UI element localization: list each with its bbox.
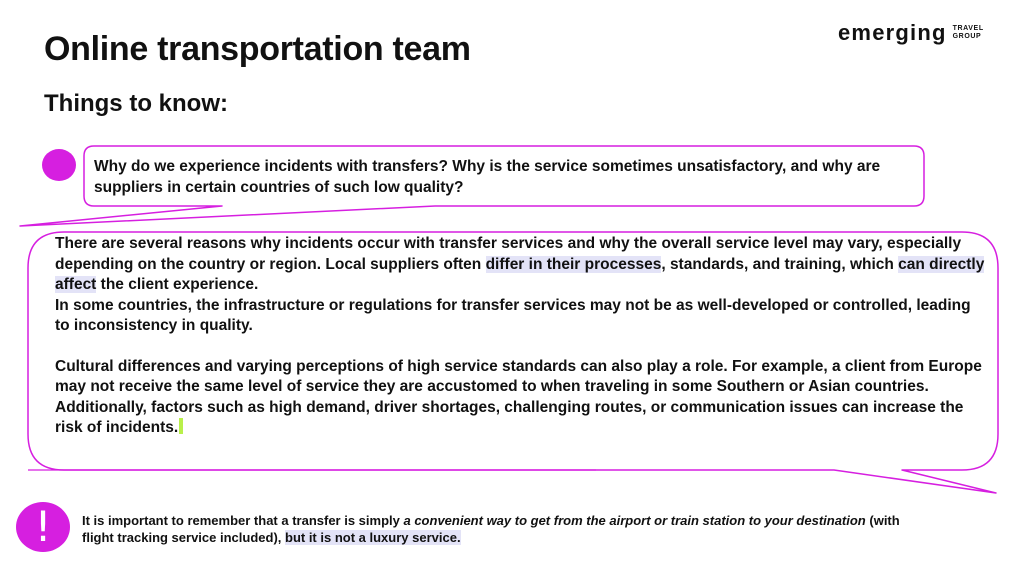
answer-p1-b: , standards, and training, which	[661, 255, 899, 273]
answer-paragraph-1	[55, 234, 985, 296]
note-part2: (with flight tracking service included),	[82, 513, 900, 545]
paragraph-spacer	[55, 337, 985, 357]
answer-paragraph-4	[55, 398, 985, 439]
question-marker-dot	[42, 149, 76, 181]
exclamation-icon: !	[16, 502, 70, 552]
answer-p4-text: Additionally, factors such as high demand, driver shortages, challenging routes, or communication issues can increase the risk of incidents.	[55, 398, 964, 436]
note-part1: It is important to remember that a transfer is simply	[82, 513, 404, 528]
important-note	[82, 512, 912, 546]
answer-paragraph-3: Cultural differences and varying perceptions of high service standards can also play a role. For example, a client from Europe may not receive the same level of service they are accustomed to when traveling in some Southern or Asian countries.	[55, 357, 982, 395]
page-subtitle: Things to know:	[44, 90, 228, 117]
text-cursor	[179, 418, 183, 434]
answer-p1-c: the client experience.	[96, 276, 259, 293]
question-text: Why do we experience incidents with transfers? Why is the service sometimes unsatisfactory, and why are suppliers in certain countries of such low quality?	[94, 158, 881, 196]
highlight-not-luxury: but it is not a luxury service.	[285, 530, 461, 545]
highlight-directly-affect: can directly affect	[55, 255, 985, 293]
logo-sub-line1: TRAVEL	[952, 25, 984, 32]
logo-wordmark: emerging	[838, 20, 947, 45]
page-title: Online transportation team	[44, 30, 471, 68]
note-emphasis: a convenient way to get from the airport or train station to your destination	[403, 513, 866, 528]
logo-sub-line2: GROUP	[952, 33, 982, 40]
answer-text	[55, 234, 985, 439]
answer-p1-a: There are several reasons why incidents occur with transfer services and why the overall service level may vary, especially depending on the country or region. Local suppliers often	[55, 235, 962, 273]
highlight-differ-processes: differ in their processes	[485, 255, 662, 273]
answer-paragraph-2: In some countries, the infrastructure or regulations for transfer services may not be as well-developed or controlled, leading to inconsistency in quality.	[55, 296, 971, 334]
